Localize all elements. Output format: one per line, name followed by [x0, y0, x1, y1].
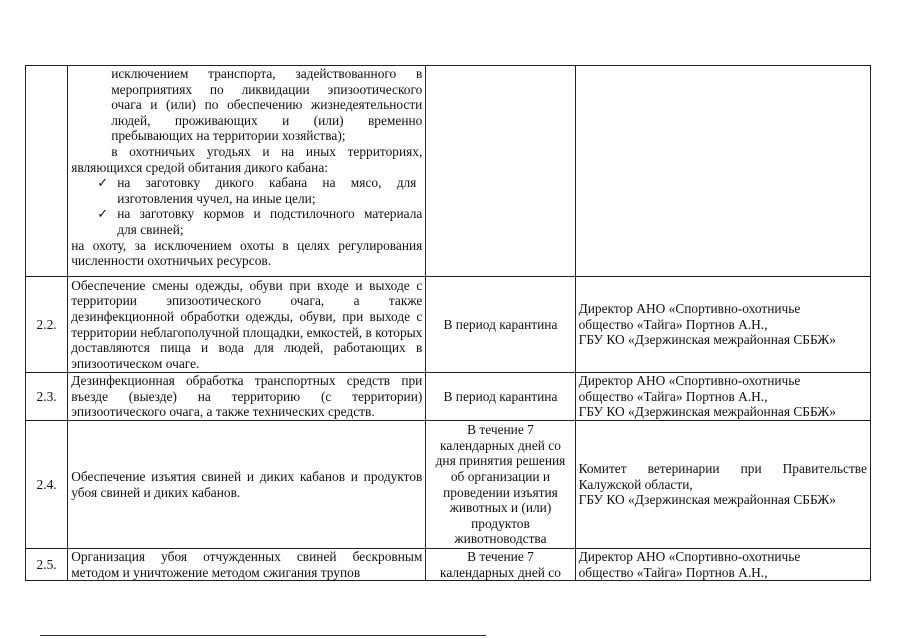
action-line: численности охотничьих ресурсов.	[71, 253, 272, 269]
action-cell	[68, 66, 426, 277]
action-line: пребывающих на территории хозяйства);	[111, 128, 346, 144]
action-line: в охотничьих угодьях и на иных территориях,	[111, 143, 423, 159]
row-number: 2.4.	[26, 421, 68, 549]
table-row	[26, 66, 871, 277]
responsible-line: общество «Тайга» Портнов А.Н.,	[578, 316, 768, 332]
responsible-line: Директор АНО «Спортивно-охотничье	[578, 301, 801, 317]
term-cell: В период карантина	[426, 373, 575, 421]
responsible-line: ГБУ КО «Дзержинская межрайонная СББЖ»	[578, 404, 836, 420]
responsible-cell	[575, 373, 870, 421]
responsible-cell	[575, 421, 870, 549]
action-cell: Обеспечение изъятия свиней и диких кабанов и продуктов убоя свиней и диких кабанов.	[68, 421, 426, 549]
table-row	[26, 421, 871, 549]
term-cell	[426, 66, 575, 277]
responsible-line: общество «Тайга» Портнов А.Н.,	[578, 388, 768, 404]
term-line: дня принятия решения	[435, 453, 566, 469]
term-line: продуктов	[471, 515, 530, 531]
responsible-line: Комитет ветеринарии при Правительстве	[578, 461, 867, 477]
term-line: календарных дней со	[440, 564, 561, 580]
responsible-line: общество «Тайга» Портнов А.Н.,	[578, 564, 768, 580]
row-number: 2.3.	[26, 373, 68, 421]
action-cell: Обеспечение смены одежды, обуви при входе и выходе с территории эпизоотического очага, а также дезинфекционной обработки одежды, обуви, при выходе с территории неблагополучной площадки, емкостей, в которых доставляются пища и вода для людей, работающих в эпизоотическом очаге.	[68, 277, 426, 373]
term-line: В течение 7	[467, 549, 534, 564]
action-line: на заготовку кормов и подстилочного материала	[117, 206, 423, 222]
responsible-cell	[575, 66, 870, 277]
action-line: мероприятиях по ликвидации эпизоотического	[111, 81, 423, 97]
row-number	[26, 66, 68, 277]
row-number: 2.2.	[26, 277, 68, 373]
action-line: исключением транспорта, задействованного в	[111, 66, 423, 81]
responsible-cell	[575, 549, 870, 581]
responsible-line: ГБУ КО «Дзержинская межрайонная СББЖ»	[578, 332, 836, 348]
action-line: для свиней;	[117, 221, 184, 237]
action-line: очага и (или) по обеспечению жизнедеятельности	[111, 97, 423, 113]
table-row	[26, 549, 871, 581]
action-line: изготовления чучел, на иные цели;	[117, 190, 316, 206]
action-line: на охоту, за исключением охоты в целях регулирования	[71, 237, 423, 253]
row-number: 2.5.	[26, 549, 68, 581]
action-line: людей, проживающих и (или) временно	[111, 112, 423, 128]
checklist-item	[71, 175, 422, 191]
action-cell: Дезинфекционная обработка транспортных средств при въезде (выезде) на территорию (с территории) эпизоотического очага, а также технических средств.	[68, 373, 426, 421]
action-cell: Организация убоя отчужденных свиней бескровным методом и уничтожение методом сжигания трупов	[68, 549, 426, 581]
responsible-line: ГБУ КО «Дзержинская межрайонная СББЖ»	[578, 492, 836, 508]
term-cell	[426, 421, 575, 549]
checklist-item	[71, 206, 422, 222]
action-line: на заготовку дикого кабана на мясо, для	[117, 175, 417, 191]
responsible-line: Калужской области,	[578, 476, 693, 492]
checkmark-icon: ✓	[97, 175, 109, 191]
action-line: являющихся средой обитания дикого кабана:	[71, 159, 329, 175]
term-line: проведении изъятия	[443, 484, 558, 500]
term-cell: В период карантина	[426, 277, 575, 373]
measures-table	[25, 65, 871, 581]
term-line: животных и (или)	[449, 500, 552, 516]
term-line: календарных дней со	[440, 437, 561, 453]
responsible-line: Директор АНО «Спортивно-охотничье	[578, 373, 801, 389]
responsible-line: Директор АНО «Спортивно-охотничье	[578, 549, 801, 564]
table-row	[26, 277, 871, 373]
checkmark-icon: ✓	[97, 206, 109, 222]
term-line: В течение 7	[467, 422, 534, 438]
responsible-cell	[575, 277, 870, 373]
table-row	[26, 373, 871, 421]
term-line: об организации и	[450, 468, 551, 484]
term-cell	[426, 549, 575, 581]
footer-divider	[40, 635, 486, 636]
term-line: животноводства	[454, 531, 547, 547]
